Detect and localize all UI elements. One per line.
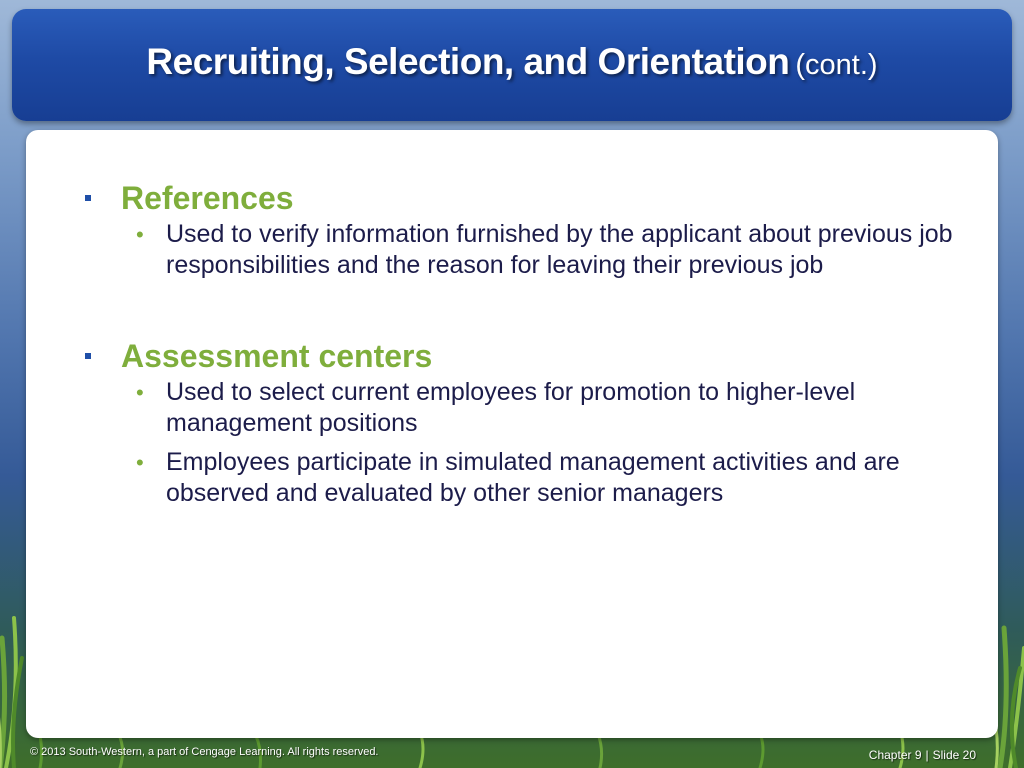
footer-slide-info <box>869 748 976 762</box>
bullet-heading <box>26 180 998 216</box>
square-bullet-icon <box>85 353 91 359</box>
sub-bullet <box>26 219 998 281</box>
footer-separator: | <box>925 748 929 762</box>
slide-title <box>146 41 877 83</box>
sub-bullet-text: Employees participate in simulated management activities and are observed and evaluated by other senior managers <box>166 448 900 507</box>
heading-assessment-centers: Assessment centers <box>121 338 433 374</box>
dot-bullet-icon: • <box>136 380 144 405</box>
square-bullet-icon <box>85 195 91 201</box>
dot-bullet-icon: • <box>136 222 144 247</box>
dot-bullet-icon: • <box>136 450 144 475</box>
section-references <box>26 180 998 281</box>
heading-references: References <box>121 180 294 216</box>
footer-slide-number: Slide 20 <box>932 748 976 762</box>
bullet-heading <box>26 338 998 374</box>
sub-bullet <box>26 377 998 439</box>
slide-title-main: Recruiting, Selection, and Orientation <box>146 41 790 82</box>
sub-bullet-text: Used to verify information furnished by the applicant about previous job responsibilities and the reason for leaving their previous job <box>166 220 953 279</box>
sub-bullet <box>26 447 998 509</box>
footer-copyright: © 2013 South-Western, a part of Cengage Learning. All rights reserved. <box>30 746 379 758</box>
slide-title-suffix: (cont.) <box>795 49 878 81</box>
footer-chapter: Chapter 9 <box>868 748 922 762</box>
section-assessment-centers <box>26 338 998 509</box>
sub-bullet-text: Used to select current employees for promotion to higher-level management positions <box>166 378 856 437</box>
content-panel <box>26 130 998 738</box>
title-bar <box>12 9 1012 121</box>
